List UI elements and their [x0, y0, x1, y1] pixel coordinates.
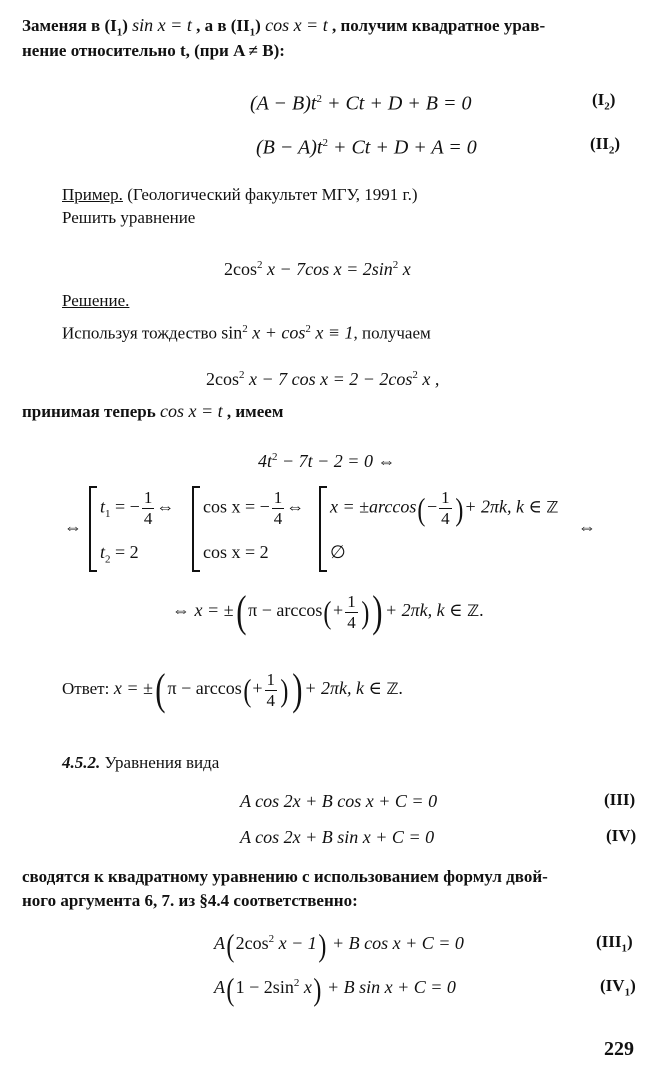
system-1-row-2: $t_2 = 2$	[100, 542, 139, 566]
system-bracket-3	[319, 486, 327, 572]
system-3-row-2: ∅	[330, 542, 346, 562]
equation-iv: A cos 2x + B sin x + C = 0	[240, 827, 435, 847]
equation-iii1: $A(2\cos^2$ x − 1) + B cos x + C = 0	[214, 926, 464, 963]
section-text-line-2: ного аргумента 6, 7. из §4.4 соответственно:	[22, 891, 358, 910]
intro-line-1: Заменяя в $(I_1)$ sin x = t , а в $(II_1)$ cos x = t , получим квадратное урав-	[22, 15, 546, 39]
answer-line: Ответ: x = ±( π − arccos(+ $\frac{1}{4}$ )) + 2πk, k ∈ ℤ.	[62, 665, 403, 714]
substitution-line: принимая теперь cos x = t , имеем	[22, 401, 284, 421]
equation-iii: A cos 2x + B cos x + C = 0	[240, 791, 438, 811]
fraction-quarter: $\frac{1}{4}$	[273, 488, 283, 528]
identity-line: Используя тождество $\sin^2 x + \cos^2 x \equiv 1$, получаем	[62, 322, 431, 343]
example-heading: Пример. (Геологический факультет МГУ, 1991 г.)	[62, 185, 418, 204]
example-task: Решить уравнение	[62, 208, 196, 227]
equiv-symbol-2: ⇔	[578, 517, 596, 537]
solution-heading: Решение.	[62, 291, 130, 310]
system-3-row-1: x = ±arccos(− $\frac{1}{4}$ )+ 2πk, k ∈ ℤ	[330, 488, 559, 528]
quadratic-equation: $4t^2 - 7t - 2 = 0$ ⇔	[258, 451, 396, 471]
equation-i2: $(A - B)t^2 + Ct + D + B = 0$	[250, 92, 472, 115]
example-equation: $2\cos^2$ x − 7cos $x = 2\sin^2$ x	[224, 259, 411, 279]
fraction-quarter: $\frac{1}{4}$	[143, 488, 153, 528]
solution-equation-2: $2\cos^2$ x − 7 $\cos x = 2 - 2\cos^2$ x ,	[206, 369, 440, 389]
equiv-symbol-1: ⇔	[64, 517, 82, 537]
tag-ii2: $(II_2)$	[590, 134, 621, 157]
section-text-line-1: сводятся к квадратному уравнению с использованием формул двой-	[22, 867, 548, 886]
fraction-quarter: $\frac{1}{4}$	[266, 669, 276, 710]
system-bracket-2	[192, 486, 200, 572]
equation-ii2: $(B - A)t^2 + Ct + D + A = 0$	[256, 136, 477, 159]
tag-i2: $(I_2)$	[592, 90, 616, 113]
system-2-row-2: cos x = 2	[203, 542, 269, 562]
tag-iii1: $(III_1)$	[596, 932, 633, 955]
equation-iv1: $A(1 - 2\sin^2$ x) + B sin x + C = 0	[214, 970, 456, 1007]
final-result: ⇔ x = ±( π − arccos(+ $\frac{1}{4}$ )) + 2πk, k ∈ ℤ.	[172, 587, 484, 636]
tag-iii: (III)	[604, 790, 636, 809]
page-number: 229	[604, 1038, 634, 1060]
fraction-quarter: $\frac{1}{4}$	[347, 591, 356, 632]
fraction-quarter: $\frac{1}{4}$	[441, 488, 450, 528]
tag-iv1: $(IV_1)$	[600, 976, 636, 999]
tag-iv: (IV)	[606, 826, 637, 845]
system-bracket-1	[89, 486, 97, 572]
intro-line-2: нение относительно t, (при A ≠ B):	[22, 41, 285, 60]
system-2-row-1: cos x = − $\frac{1}{4}$ ⇔	[203, 488, 305, 528]
system-1-row-1: $t_1$ = − $\frac{1}{4}$ ⇔	[100, 488, 175, 528]
section-heading: 4.5.2. Уравнения вида	[62, 753, 220, 772]
